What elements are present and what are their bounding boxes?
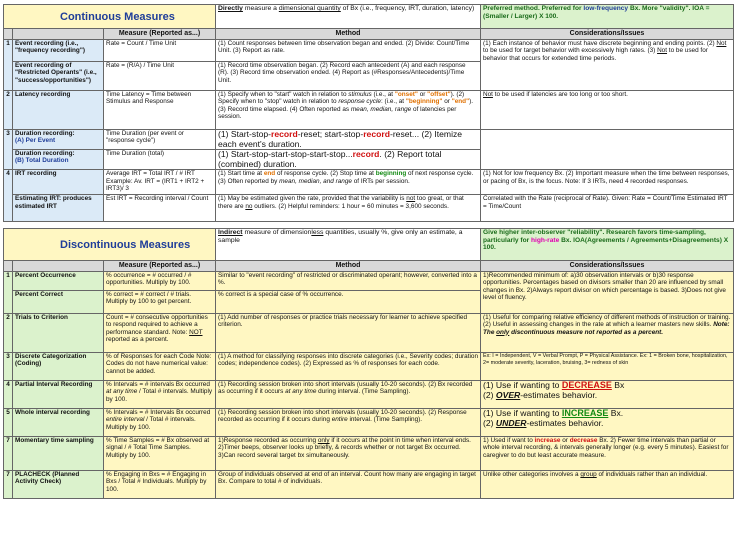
discrete-method: (1) A method for classifying responses into discrete categories (i.e., Severity codes; duration codes; independence codes). (2) Expressed as % of responses for each code. bbox=[216, 353, 481, 381]
partial-interval-label: Partial Interval Recording bbox=[13, 381, 104, 409]
row-number: 5 bbox=[4, 409, 13, 437]
row-number: 2 bbox=[4, 314, 13, 353]
measure-header: Measure (Reported as...) bbox=[104, 261, 216, 272]
whole-method: (1) Recording session broken into short intervals (usually 10-20 seconds). (2) Response recorded as occurring if it occurs during entire interval. (Time Sampling). bbox=[216, 409, 481, 437]
momentary-considerations: 1) Used if want to increase or decrease Bx. 2) Fewer time intervals than partial or whole interval recording, & intervals generally longer (e.g. every 5 minutes). Easiest for caregiver to do but least accurate measure. bbox=[481, 437, 734, 471]
irt-method: (1) Start time at end of response cycle. (2) Stop time at beginning of next response cycle. (3) Often reported by mean, median, and range of IRTs per session. bbox=[216, 170, 481, 195]
placheck-method: Group of individuals observed at end of an interval. Count how many are engaging in target Bx. Compare to total # of individuals. bbox=[216, 471, 481, 499]
partial-measure: % Intervals = # intervals Bx occurred at any time / Total # intervals. Multiply by 100. bbox=[104, 381, 216, 409]
discontinuous-description: Indirect measure of dimensionless quantities, usually %, give only an estimate, a sample bbox=[216, 229, 481, 261]
estimating-irt-method: (1) May be estimated given the rate, provided that the variability is not too great, or that there are no outliers. (2) Helpful reminders: 1 hour = 60 minutes = 3,600 seconds. bbox=[216, 195, 481, 222]
estimating-irt-label: Estimating IRT: produces estimated IRT bbox=[13, 195, 104, 222]
momentary-measure: % Time Samples = # Bx observed at signal / # Total Time Samples. Multiply by 100. bbox=[104, 437, 216, 471]
partial-method: (1) Recording session broken into short intervals (usually 10-20 seconds). (2) Bx recorded as occurring if it occurs at any time during interval. (Time Sampling). bbox=[216, 381, 481, 409]
duration-total-method: (1) Start-stop-start-stop-start-stop...record. (2) Report total (combined) duration. bbox=[216, 150, 481, 170]
percent-occurrence-method: Similar to "event recording" of restricted or discriminated operant; however, converted into a %. bbox=[216, 272, 481, 291]
method-header: Method bbox=[216, 29, 481, 40]
event-method: (1) Count responses between time observation began and ended. (2) Divide: Count/Time Unit. (3) Report as rate. bbox=[216, 40, 481, 62]
irt-considerations: (1) Not for low frequency Bx. (2) Important measure when the time between responses, or pacing of Bx, is the focus. Note: If 3 IRTs, need 4 recorded responses. bbox=[481, 170, 734, 195]
partial-considerations: (1) Use if wanting to DECREASE Bx (2) OVER-estimates behavior. bbox=[481, 381, 734, 409]
row-number: 2 bbox=[4, 91, 13, 130]
estimating-irt-considerations: Correlated with the Rate (reciprocal of Rate). Given: Rate = Count/Time Estimated IRT = Time/Count bbox=[481, 195, 734, 222]
percent-correct-label: Percent Correct bbox=[13, 291, 104, 314]
restricted-operants-label: Event recording of "Restricted Operants" (i.e., "success/opportunities") bbox=[13, 62, 104, 91]
duration-per-event-measure: Time Duration (per event or "response cycle") bbox=[104, 130, 216, 150]
trials-considerations: (1) Useful for comparing relative efficiency of different methods of instruction or training. (2) Useful in assessing changes in the rate at which a learner masters new skills. Note: The only discontinuous measure not reported as a percent. bbox=[481, 314, 734, 353]
percent-occurrence-label: Percent Occurrence bbox=[13, 272, 104, 291]
latency-considerations: Not to be used if latencies are too long or too short. bbox=[481, 91, 734, 130]
event-recording-label: Event recording (i.e., "frequency recording") bbox=[13, 40, 104, 62]
placheck-measure: % Engaging in Bxs = # Engaging in Bxs / Total # Individuals. Multiply by 100. bbox=[104, 471, 216, 499]
considerations-header: Considerations/Issues bbox=[481, 29, 734, 40]
duration-per-event-label: Duration recording: (A) Per Event bbox=[13, 130, 104, 150]
event-considerations: (1) Each instance of behavior must have discrete beginning and ending points. (2) Not to be used for target behavior with excessively high rates. (3) Not to be used for behavior that occurs for extended time periods. bbox=[481, 40, 734, 91]
discontinuous-measures-table bbox=[3, 228, 734, 499]
latency-recording-label: Latency recording bbox=[13, 91, 104, 130]
trials-method: (1) Add number of responses or practice trials necessary for learner to achieve specified criterion. bbox=[216, 314, 481, 353]
row-number: 3 bbox=[4, 353, 13, 381]
row-number: 1 bbox=[4, 40, 13, 91]
momentary-time-sampling-label: Momentary time sampling bbox=[13, 437, 104, 471]
whole-interval-label: Whole interval recording bbox=[13, 409, 104, 437]
row-number: 4 bbox=[4, 381, 13, 409]
continuous-measures-table bbox=[3, 4, 734, 222]
duration-per-event-method: (1) Start-stop-record-reset; start-stop-record-reset... (2) Itemize each event's duration. bbox=[216, 130, 481, 150]
discontinuous-preferred-note: Give higher inter-observer "reliability". Research favors time-sampling, particularly for high-rate Bx. IOA(Agreements / Agreements+Disagreements) X 100. bbox=[481, 229, 734, 261]
discrete-considerations: Ex: I = Independent, V = Verbal Prompt, P = Physical Assistance. Ex: 1 = Broken bone, hospitalization, 2= moderate severity, laceration, bruising, 3= redness of skin bbox=[481, 353, 734, 381]
duration-total-label: Duration recording: (B) Total Duration bbox=[13, 150, 104, 170]
continuous-title: Continuous Measures bbox=[4, 5, 216, 29]
percent-occurrence-measure: % occurrence = # occurred / # opportunities. Multiply by 100. bbox=[104, 272, 216, 291]
percent-correct-method: % correct is a special case of % occurrence. bbox=[216, 291, 481, 314]
placheck-considerations: Unlike other categories involves a group of individuals rather than an individual. bbox=[481, 471, 734, 499]
percent-correct-measure: % correct = # correct / # trials. Multiply by 100 to get percent. bbox=[104, 291, 216, 314]
trials-measure: Count = # consecutive opportunities to respond required to achieve a performance standard. Note: NOT reported as a percent. bbox=[104, 314, 216, 353]
method-header: Method bbox=[216, 261, 481, 272]
irt-measure: Average IRT = Total IRT / # IRT Example: Av. IRT = (IRT1 + IRT2 + IRT3)/ 3 bbox=[104, 170, 216, 195]
row-number: 7 bbox=[4, 471, 13, 499]
continuous-description: Directly measure a dimensional quantity of Bx (i.e., frequency, IRT, duration, latency) bbox=[216, 5, 481, 29]
whole-measure: % Intervals = # Intervals Bx occurred entire interval / Total # intervals. Multiply by 100. bbox=[104, 409, 216, 437]
whole-considerations: (1) Use if wanting to INCREASE Bx. (2) UNDER-estimates behavior. bbox=[481, 409, 734, 437]
percent-considerations: 1)Recommended minimum of: a)30 observation intervals or b)30 response opportunities. Percentages based on divisors smaller than 20 are influenced by small changes in Bx. 2)Always report divisor on which percentage is based. 3)Does not give level of fluency. bbox=[481, 272, 734, 314]
duration-total-measure: Time Duration (total) bbox=[104, 150, 216, 170]
duration-considerations bbox=[481, 130, 734, 170]
row-number: 7 bbox=[4, 437, 13, 471]
considerations-header: Considerations/Issues bbox=[481, 261, 734, 272]
latency-method: (1) Specify when to "start" watch in relation to stimulus (i.e., at "onset" or "offset"). (2) Specify when to "stop" watch in relation to response cycle: (i.e., at "beginning" or "end"). (3) Record time elapsed. (4) Often reported as mean, median, range of latencies per session. bbox=[216, 91, 481, 130]
row-number: 3 bbox=[4, 130, 13, 170]
event-measure: Rate = Count / Time Unit bbox=[104, 40, 216, 62]
continuous-preferred-note: Preferred method. Preferred for low-frequency Bx. More "validity". IOA = (Smaller / Larger) X 100. bbox=[481, 5, 734, 29]
restricted-method: (1) Record time observation began. (2) Record each antecedent (A) and each response (R). (3) Record time observation ended. (4) Report as (#Responses/Antecedents)/Time Unit. bbox=[216, 62, 481, 91]
discrete-categorization-label: Discrete Categorization (Coding) bbox=[13, 353, 104, 381]
discontinuous-title: Discontinuous Measures bbox=[4, 229, 216, 261]
latency-measure: Time Latency = Time between Stimulus and Response bbox=[104, 91, 216, 130]
placheck-label: PLACHECK (Planned Activity Check) bbox=[13, 471, 104, 499]
row-number: 4 bbox=[4, 170, 13, 222]
restricted-measure: Rate = (R/A) / Time Unit bbox=[104, 62, 216, 91]
row-number: 1 bbox=[4, 272, 13, 314]
trials-to-criterion-label: Trials to Criterion bbox=[13, 314, 104, 353]
measure-header: Measure (Reported as...) bbox=[104, 29, 216, 40]
momentary-method: 1)Response recorded as occurring only if it occurs at the point in time when interval ends. 2)Timer beeps, observer looks up briefly, & records whether or not target Bx occurred. 3)Can record several target bx simultaneously. bbox=[216, 437, 481, 471]
irt-recording-label: IRT recording bbox=[13, 170, 104, 195]
estimating-irt-measure: Est IRT = Recording interval / Count bbox=[104, 195, 216, 222]
discrete-measure: % of Responses for each Code Note: Codes do not have numerical value: cannot be added. bbox=[104, 353, 216, 381]
